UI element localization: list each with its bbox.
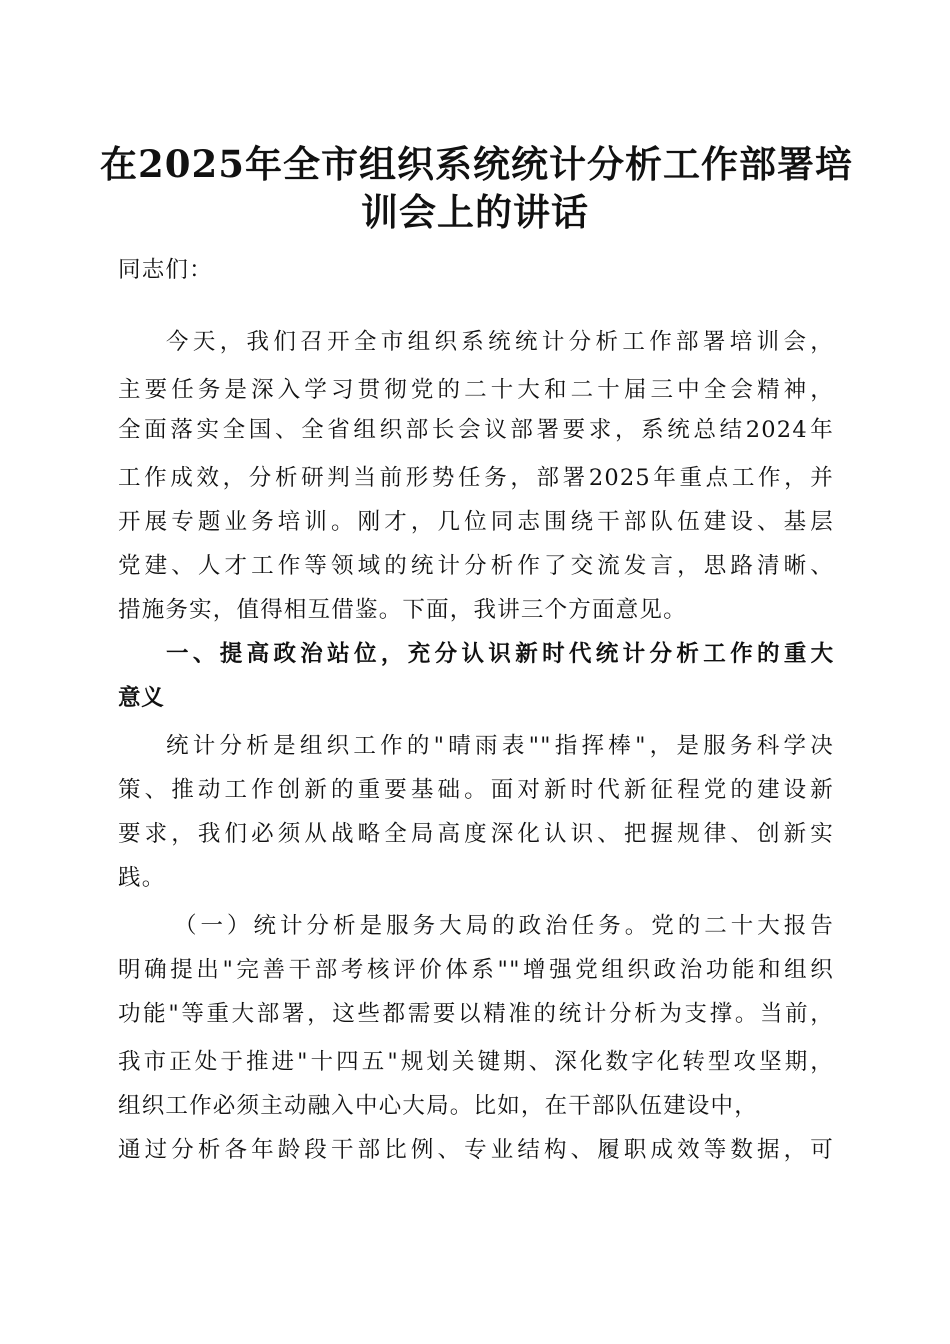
document-title-line-1: 在2025年全市组织系统统计分析工作部署培: [100, 142, 853, 186]
body-line: 开展专题业务培训。刚才，几位同志围绕干部队伍建设、基层: [118, 509, 834, 535]
body-line: 主要任务是深入学习贯彻党的二十大和二十届三中全会精神，: [118, 377, 834, 403]
body-line: 明确提出"完善干部考核评价体系""增强党组织政治功能和组织: [118, 957, 834, 983]
body-line: 通过分析各年龄段干部比例、专业结构、履职成效等数据，可: [118, 1137, 834, 1163]
body-line: 功能"等重大部署，这些都需要以精准的统计分析为支撑。当前，: [118, 1001, 834, 1027]
document-title-line-2: 训会上的讲话: [361, 190, 589, 234]
body-line: 策、推动工作创新的重要基础。面对新时代新征程党的建设新: [118, 777, 834, 803]
body-line: 统计分析是组织工作的"晴雨表""指挥棒"，是服务科学决: [166, 733, 834, 759]
body-line: 工作成效，分析研判当前形势任务，部署2025年重点工作，并: [118, 465, 834, 491]
body-line: 要求，我们必须从战略全局高度深化认识、把握规律、创新实: [118, 821, 834, 847]
body-line: 我市正处于推进"十四五"规划关键期、深化数字化转型攻坚期，: [118, 1049, 834, 1075]
body-line: 组织工作必须主动融入中心大局。比如，在干部队伍建设中，: [118, 1093, 758, 1119]
body-line: 今天，我们召开全市组织系统统计分析工作部署培训会，: [166, 329, 834, 355]
body-line: 措施务实，值得相互借鉴。下面，我讲三个方面意见。: [118, 597, 687, 623]
body-line: 践。: [118, 865, 166, 891]
salutation: 同志们：: [118, 257, 213, 283]
body-line: 党建、人才工作等领域的统计分析作了交流发言，思路清晰、: [118, 553, 834, 579]
body-line: 全面落实全国、全省组织部长会议部署要求，系统总结2024年: [118, 417, 834, 443]
subsection-line: （一）统计分析是服务大局的政治任务。党的二十大报告: [174, 913, 834, 939]
section-heading-1: 一、提高政治站位，充分认识新时代统计分析工作的重大: [166, 641, 834, 667]
section-heading-1-cont: 意义: [118, 685, 165, 711]
